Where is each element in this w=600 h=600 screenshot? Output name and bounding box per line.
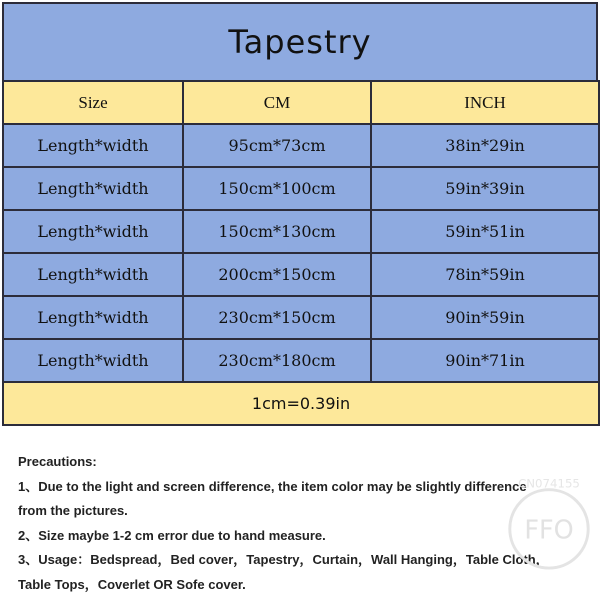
table-row — [3, 339, 599, 382]
size-label-cell: Length*width — [3, 253, 183, 296]
inch-cell: 90in*71in — [371, 339, 599, 382]
cm-cell: 95cm*73cm — [183, 124, 371, 167]
cm-cell: 230cm*150cm — [183, 296, 371, 339]
size-label-cell: Length*width — [3, 167, 183, 210]
chart-title: Tapestry — [228, 23, 372, 61]
size-label-cell: Length*width — [3, 296, 183, 339]
watermark-code: CN074155 — [518, 476, 580, 491]
size-table — [2, 80, 600, 426]
table-row — [3, 210, 599, 253]
size-chart — [2, 2, 598, 440]
table-row — [3, 253, 599, 296]
table-row — [3, 296, 599, 339]
precautions-heading: Precautions: — [18, 454, 97, 469]
watermark-seal — [500, 474, 598, 572]
precaution-line: from the pictures. — [18, 503, 128, 518]
header-size: Size — [3, 81, 183, 124]
cm-cell: 200cm*150cm — [183, 253, 371, 296]
precaution-line: 3、Usage：Bedspread，Bed cover，Tapestry，Curtain，Wall Hanging，Table Cloth， — [18, 552, 549, 567]
header-inch: INCH — [371, 81, 599, 124]
table-header-row — [3, 81, 599, 124]
cm-cell: 230cm*180cm — [183, 339, 371, 382]
table-row — [3, 167, 599, 210]
size-label-cell: Length*width — [3, 339, 183, 382]
watermark-initials: FFO — [524, 515, 574, 546]
inch-cell: 59in*51in — [371, 210, 599, 253]
header-cm: CM — [183, 81, 371, 124]
inch-cell: 78in*59in — [371, 253, 599, 296]
precaution-line: Table Tops，Coverlet OR Sofe cover. — [18, 576, 246, 592]
inch-cell: 59in*39in — [371, 167, 599, 210]
conversion-row — [3, 382, 599, 425]
size-label-cell: Length*width — [3, 124, 183, 167]
inch-cell: 38in*29in — [371, 124, 599, 167]
precaution-line: 2、Size maybe 1-2 cm error due to hand measure. — [18, 527, 326, 543]
cm-cell: 150cm*100cm — [183, 167, 371, 210]
precaution-line: 1、Due to the light and screen difference, the item color may be slightly difference — [18, 478, 527, 494]
conversion-note: 1cm=0.39in — [3, 382, 599, 425]
table-row — [3, 124, 599, 167]
inch-cell: 90in*59in — [371, 296, 599, 339]
cm-cell: 150cm*130cm — [183, 210, 371, 253]
title-banner — [2, 2, 598, 82]
size-label-cell: Length*width — [3, 210, 183, 253]
